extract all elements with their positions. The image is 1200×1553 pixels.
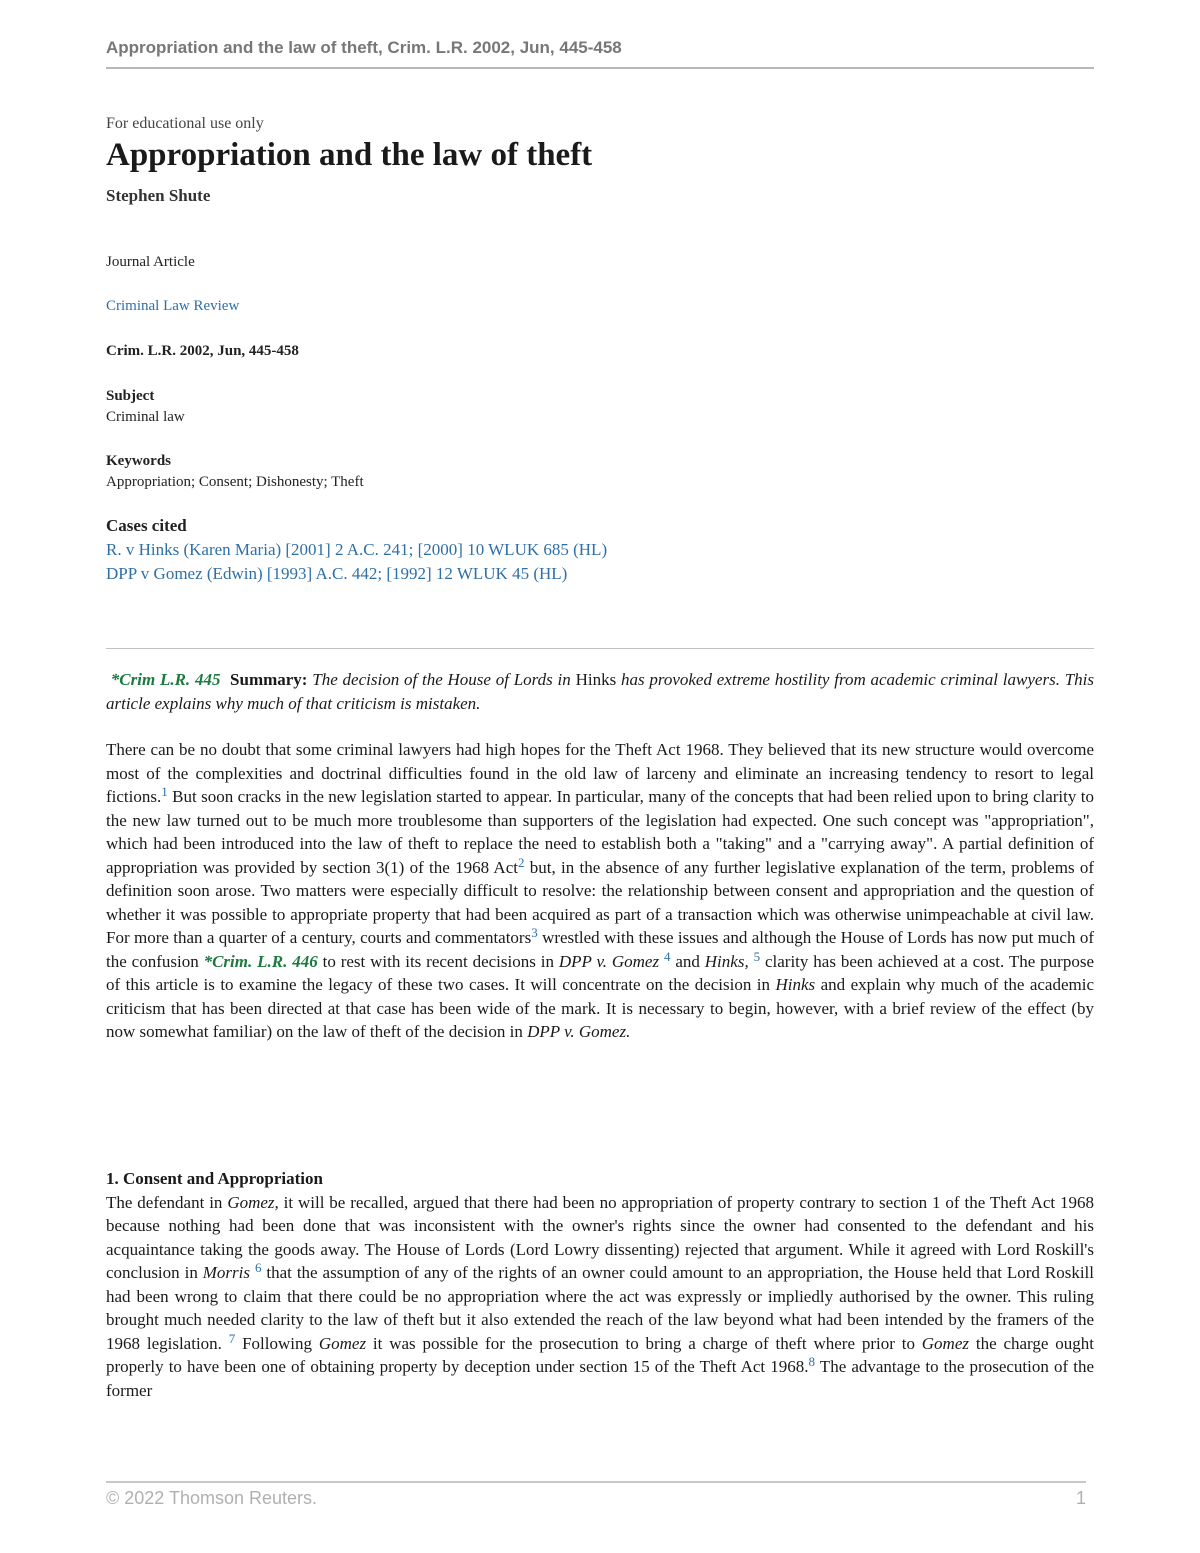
footnote-ref-8[interactable]: 8 — [808, 1354, 816, 1369]
sec1-text-5: it was possible for the prosecution to bring a charge of theft where prior to — [366, 1333, 922, 1353]
subject-label: Subject — [106, 388, 155, 404]
para1-text-8: and explain why much of the academic criticism that has been directed at that case has been wide of the mark. It is necessary to begin, however, with a brief review of the effect (by now somewhat familiar) on the law of theft of the decision in — [106, 975, 1094, 1041]
citation: Crim. L.R. 2002, Jun, 445-458 — [106, 343, 299, 359]
para1-text-6: and — [670, 951, 705, 971]
para1-text-4: wrestled with these issues and although the House of Lords has now put much of the confusion — [106, 928, 1094, 971]
para1-gomez-2: DPP v. Gomez. — [527, 1022, 631, 1041]
article-front-matter — [106, 112, 1094, 586]
summary-hinks: Hinks — [575, 670, 617, 689]
sec1-text-6: the charge ought properly to have been one of obtaining property by deception under section 15 of the Theft Act 1968. — [106, 1333, 1095, 1376]
header-rule — [106, 67, 1094, 69]
para1-hinks-2: Hinks — [775, 975, 816, 994]
case-link-hinks[interactable]: R. v Hinks (Karen Maria) [2001] 2 A.C. 241; [2000] 10 WLUK 685 (HL) — [106, 540, 608, 559]
para1-text-3: but, in the absence of any further legislative explanation of the term, problems of definition soon arose. Two matters were especially difficult to resolve: the relationship between consent and appropriation and the question of whether it was possible to appropriate property that had been acquired as part of a transaction which was otherwise unimpeachable at civil law. For more than a quarter of a century, courts and commentators — [106, 857, 1095, 947]
section-title: 1. Consent and Appropriation — [106, 1169, 323, 1188]
sec1-text-7: The advantage to the prosecution of the former — [106, 1357, 1095, 1400]
summary-text-b: has provoked extreme hostility from academic criminal lawyers. This article explains why much of that criticism is mistaken. — [106, 670, 1095, 713]
article-author: Stephen Shute — [106, 186, 211, 205]
sec1-gomez-3: Gomez — [921, 1333, 969, 1353]
cases-cited-label: Cases cited — [106, 516, 187, 535]
footnote-ref-4[interactable]: 4 — [663, 948, 671, 964]
page-marker-445: *Crim L.R. 445 — [110, 670, 221, 689]
sec1-text-3: that the assumption of any of the rights of an owner could amount to an appropriation, the House held that Lord Roskill had been wrong to claim that there could be no appropriation where the act was expressly or impliedly authorised by the owner. This ruling brought much needed clarity to the law of theft but it also extended the reach of the law beyond what had been intended by the framers of the 1968 legislation. — [106, 1263, 1094, 1353]
sec1-gomez: Gomez, — [227, 1192, 279, 1212]
educational-use-note: For educational use only — [106, 115, 264, 132]
keywords-value: Appropriation; Consent; Dishonesty; Theft — [106, 474, 364, 490]
footnote-ref-5[interactable]: 5 — [753, 948, 761, 964]
keywords-section — [106, 451, 1094, 493]
para1-text-7: clarity has been achieved at a cost. The purpose of this article is to examine the legacy of these two cases. It will concentrate on the decision in — [106, 951, 1094, 994]
footnote-ref-6[interactable]: 6 — [254, 1260, 262, 1275]
journal-link[interactable]: Criminal Law Review — [106, 298, 240, 314]
para1-hinks: Hinks, — [704, 951, 749, 971]
footer-rule — [106, 1481, 1086, 1483]
footnote-ref-3[interactable]: 3 — [531, 925, 538, 940]
intro-paragraph — [106, 738, 1094, 1044]
case-link-gomez[interactable]: DPP v Gomez (Edwin) [1993] A.C. 442; [1992] 12 WLUK 45 (HL) — [106, 564, 568, 583]
summary-paragraph — [106, 668, 1094, 715]
page-marker-446: *Crim. L.R. 446 — [203, 951, 318, 971]
cases-cited-section — [106, 514, 1094, 586]
section-consent-appropriation — [106, 1167, 1094, 1402]
para1-text-1: There can be no doubt that some criminal lawyers had high hopes for the Theft Act 1968. They believed that its new structure would overcome most of the complexities and doctrinal difficulties found in the old law of larceny and eliminate an increasing tendency to resort to legal fictions. — [106, 740, 1094, 806]
summary-text-a: The decision of the House of Lords in — [312, 670, 576, 689]
sec1-morris: Morris — [202, 1263, 250, 1282]
subject-value: Criminal law — [106, 409, 185, 425]
section-divider — [106, 648, 1094, 649]
footnote-ref-7[interactable]: 7 — [228, 1330, 236, 1346]
keywords-label: Keywords — [106, 453, 171, 469]
footer-page-number: 1 — [1076, 1488, 1087, 1508]
footer-copyright: © 2022 Thomson Reuters. — [106, 1488, 318, 1508]
summary-label: Summary: — [230, 670, 308, 689]
para1-text-2: But soon cracks in the new legislation started to appear. In particular, many of the concepts that had been relied upon to bring clarity to the new law turned out to be much more troublesome than supporters of the legislation had expected. One such concept was "appropriation", which had been introduced into the law of theft to replace the need to establish both a "taking" and a "carrying away". A partial definition of appropriation was provided by section 3(1) of the 1968 Act — [106, 787, 1094, 877]
footnote-ref-1[interactable]: 1 — [161, 784, 168, 799]
subject-section — [106, 386, 1094, 428]
sec1-text-1: The defendant in — [106, 1192, 228, 1212]
footnote-ref-2[interactable]: 2 — [517, 854, 525, 870]
article-title: Appropriation and the law of theft — [106, 137, 593, 173]
sec1-gomez-2: Gomez — [318, 1333, 367, 1353]
para1-gomez: DPP v. Gomez — [558, 951, 660, 971]
running-header: Appropriation and the law of theft, Crim. L.R. 2002, Jun, 445-458 — [106, 38, 622, 57]
document-type: Journal Article — [106, 254, 195, 270]
sec1-text-4: Following — [235, 1333, 319, 1353]
para1-text-5: to rest with its recent decisions in — [317, 951, 559, 971]
sec1-text-2: it will be recalled, argued that there had been no appropriation of property contrary to section 1 of the Theft Act 1968 because nothing had been done that was inconsistent with the owner's rights since the owner had consented to the defendant and his acquaintance taking the goods away. The House of Lords (Lord Lowry dissenting) rejected that argument. While it agreed with Lord Roskill's conclusion in — [106, 1192, 1094, 1282]
